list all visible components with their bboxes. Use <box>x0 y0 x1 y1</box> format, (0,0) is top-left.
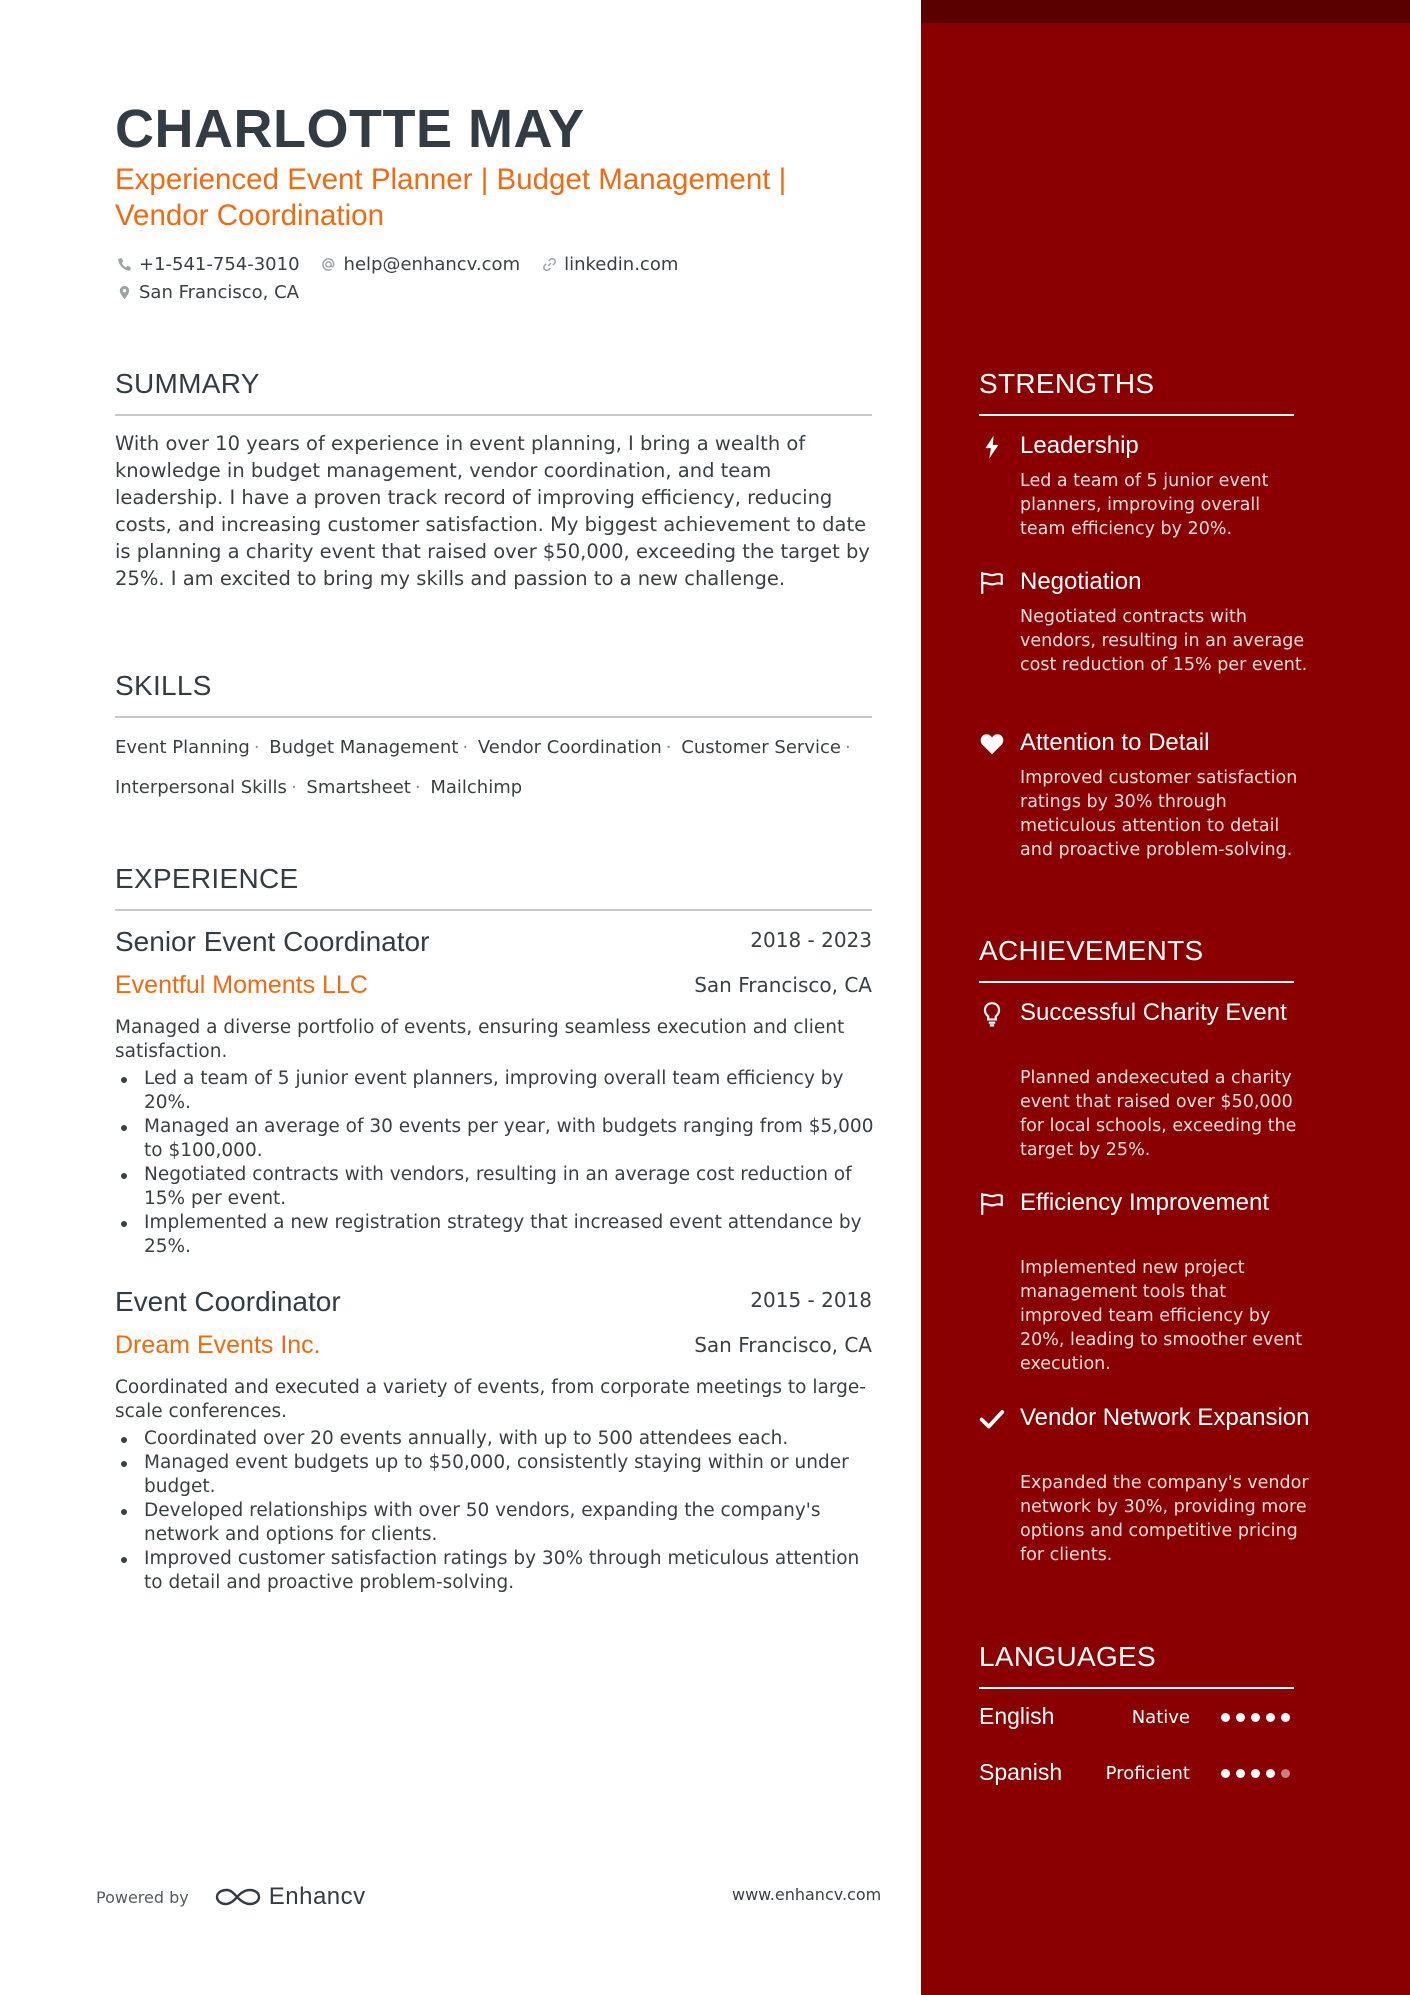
language-rating <box>1221 1713 1296 1722</box>
skill-item: Customer Service <box>681 737 841 758</box>
contact-location-row <box>115 282 319 303</box>
location-pin-icon <box>115 284 133 302</box>
at-sign-icon <box>320 256 338 274</box>
footer-url[interactable]: www.enhancv.com <box>732 1885 882 1904</box>
job-bullets <box>115 1427 875 1595</box>
sidebar-top-band <box>921 0 1410 23</box>
contact-email[interactable] <box>320 254 521 275</box>
summary-text: With over 10 years of experience in event planning, I bring a wealth of knowledge in budget management, vendor coordination, and team leadership. I have a proven track record of improving efficiency, reducing costs, and increasing customer satisfaction. My biggest achievement to date is planning a charity event that raised over $50,000, exceeding the target by 25%. I am excited to bring my skills and passion to a new challenge. <box>115 432 870 590</box>
job-company: Eventful Moments LLC <box>115 971 368 999</box>
language-level: Proficient <box>1105 1763 1190 1784</box>
skill-item: Vendor Coordination <box>477 737 662 758</box>
summary-heading: SUMMARY <box>115 368 260 399</box>
job-location: San Francisco, CA <box>694 1333 872 1357</box>
checkmark-icon <box>977 1404 1007 1434</box>
job-bullet: Implemented a new registration strategy that increased event attendance by 25%. <box>115 1211 875 1259</box>
achievements-heading: ACHIEVEMENTS <box>979 935 1204 966</box>
language-rating <box>1221 1769 1296 1778</box>
job-title: Event Coordinator <box>115 1286 341 1317</box>
rating-dot-filled <box>1221 1713 1230 1722</box>
contact-phone[interactable] <box>115 254 300 275</box>
rating-dot-filled <box>1251 1769 1260 1778</box>
skill-separator: · <box>290 777 297 798</box>
lightning-icon <box>977 432 1007 462</box>
achievement-title: Vendor Network Expansion <box>1020 1404 1310 1431</box>
heart-icon <box>977 729 1007 759</box>
candidate-name: CHARLOTTE MAY <box>115 99 585 159</box>
candidate-headline: Experienced Event Planner | Budget Management | Vendor Coordination <box>115 163 787 232</box>
job-location: San Francisco, CA <box>694 973 872 997</box>
strengths-heading: STRENGTHS <box>979 368 1155 399</box>
job-bullets <box>115 1067 875 1259</box>
language-name: English <box>979 1703 1055 1729</box>
skill-separator: · <box>253 737 260 758</box>
lightbulb-icon <box>977 999 1007 1029</box>
languages-divider <box>979 1687 1294 1689</box>
job-description: Coordinated and executed a variety of events, from corporate meetings to large-scale conferences. <box>115 1377 866 1422</box>
language-name: Spanish <box>979 1759 1063 1785</box>
strength-title: Negotiation <box>1020 568 1142 595</box>
skill-item: Event Planning <box>115 737 250 758</box>
strengths-divider <box>979 414 1294 416</box>
rating-dot-filled <box>1236 1713 1245 1722</box>
strength-title: Leadership <box>1020 432 1139 459</box>
job-bullet: Managed an average of 30 events per year, with budgets ranging from $5,000 to $100,000. <box>115 1115 875 1163</box>
skill-separator: · <box>665 737 672 758</box>
enhancv-brand-text: Enhancv <box>268 1883 366 1910</box>
job-bullet: Developed relationships with over 50 vendors, expanding the company's network and options for clients. <box>115 1499 875 1547</box>
job-bullet: Negotiated contracts with vendors, resulting in an average cost reduction of 15% per event. <box>115 1163 875 1211</box>
link-icon <box>540 256 558 274</box>
experience-heading: EXPERIENCE <box>115 863 299 894</box>
experience-divider <box>115 909 872 911</box>
skills-divider <box>115 716 872 718</box>
email-text: help@enhancv.com <box>343 254 521 275</box>
job-bullet: Coordinated over 20 events annually, with up to 500 attendees each. <box>115 1427 875 1451</box>
contact-row <box>115 254 698 275</box>
rating-dot-filled <box>1266 1713 1275 1722</box>
contact-link[interactable] <box>540 254 678 275</box>
skills-list <box>115 728 875 808</box>
job-bullet: Led a team of 5 junior event planners, improving overall team efficiency by 20%. <box>115 1067 875 1115</box>
skill-separator: · <box>844 737 851 758</box>
skill-item: Interpersonal Skills <box>115 777 287 798</box>
rating-dot-filled <box>1221 1769 1230 1778</box>
rating-dot-filled <box>1236 1769 1245 1778</box>
rating-dot-filled <box>1266 1769 1275 1778</box>
enhancv-logo-icon <box>215 1886 261 1908</box>
flag-icon <box>977 1189 1007 1219</box>
job-dates: 2018 - 2023 <box>750 928 872 952</box>
skill-separator: · <box>414 777 421 798</box>
skill-item: Mailchimp <box>430 777 523 798</box>
skill-item: Smartsheet <box>306 777 411 798</box>
strength-description: Led a team of 5 junior event planners, improving overall team efficiency by 20%. <box>1020 471 1269 539</box>
powered-by-label: Powered by <box>96 1887 189 1907</box>
sidebar <box>921 0 1410 1995</box>
achievement-title: Efficiency Improvement <box>1020 1189 1269 1216</box>
flag-icon <box>977 568 1007 598</box>
strength-description: Improved customer satisfaction ratings by 30% through meticulous attention to detail and proactive problem-solving. <box>1020 768 1298 860</box>
job-bullet: Improved customer satisfaction ratings by 30% through meticulous attention to detail and proactive problem-solving. <box>115 1547 875 1595</box>
phone-text: +1-541-754-3010 <box>139 254 300 275</box>
achievement-description: Expanded the company's vendor network by 30%, providing more options and competitive pricing for clients. <box>1020 1473 1309 1565</box>
contact-location <box>115 282 299 303</box>
job-company: Dream Events Inc. <box>115 1331 321 1359</box>
achievement-description: Planned andexecuted a charity event that raised over $50,000 for local schools, exceeding the target by 25%. <box>1020 1068 1297 1160</box>
rating-dot-filled <box>1281 1713 1290 1722</box>
language-level: Native <box>1131 1707 1190 1728</box>
languages-heading: LANGUAGES <box>979 1641 1156 1672</box>
rating-dot-filled <box>1251 1713 1260 1722</box>
achievements-divider <box>979 981 1294 983</box>
link-text: linkedin.com <box>564 254 679 275</box>
phone-icon <box>115 256 133 274</box>
enhancv-logo[interactable] <box>215 1883 366 1911</box>
skill-separator: · <box>462 737 469 758</box>
achievement-title: Successful Charity Event <box>1020 999 1287 1026</box>
job-bullet: Managed event budgets up to $50,000, consistently staying within or under budget. <box>115 1451 875 1499</box>
skills-heading: SKILLS <box>115 670 212 701</box>
achievement-description: Implemented new project management tools that improved team efficiency by 20%, leading to smoother event execution. <box>1020 1258 1303 1374</box>
summary-divider <box>115 414 872 416</box>
strength-title: Attention to Detail <box>1020 729 1210 756</box>
strength-description: Negotiated contracts with vendors, resulting in an average cost reduction of 15% per event. <box>1020 607 1308 675</box>
skill-item: Budget Management <box>269 737 459 758</box>
job-description: Managed a diverse portfolio of events, ensuring seamless execution and client satisfaction. <box>115 1017 845 1062</box>
location-text: San Francisco, CA <box>139 282 299 303</box>
footer-powered-by <box>96 1883 366 1911</box>
job-dates: 2015 - 2018 <box>750 1288 872 1312</box>
rating-dot-empty <box>1281 1769 1290 1778</box>
job-title: Senior Event Coordinator <box>115 926 430 957</box>
